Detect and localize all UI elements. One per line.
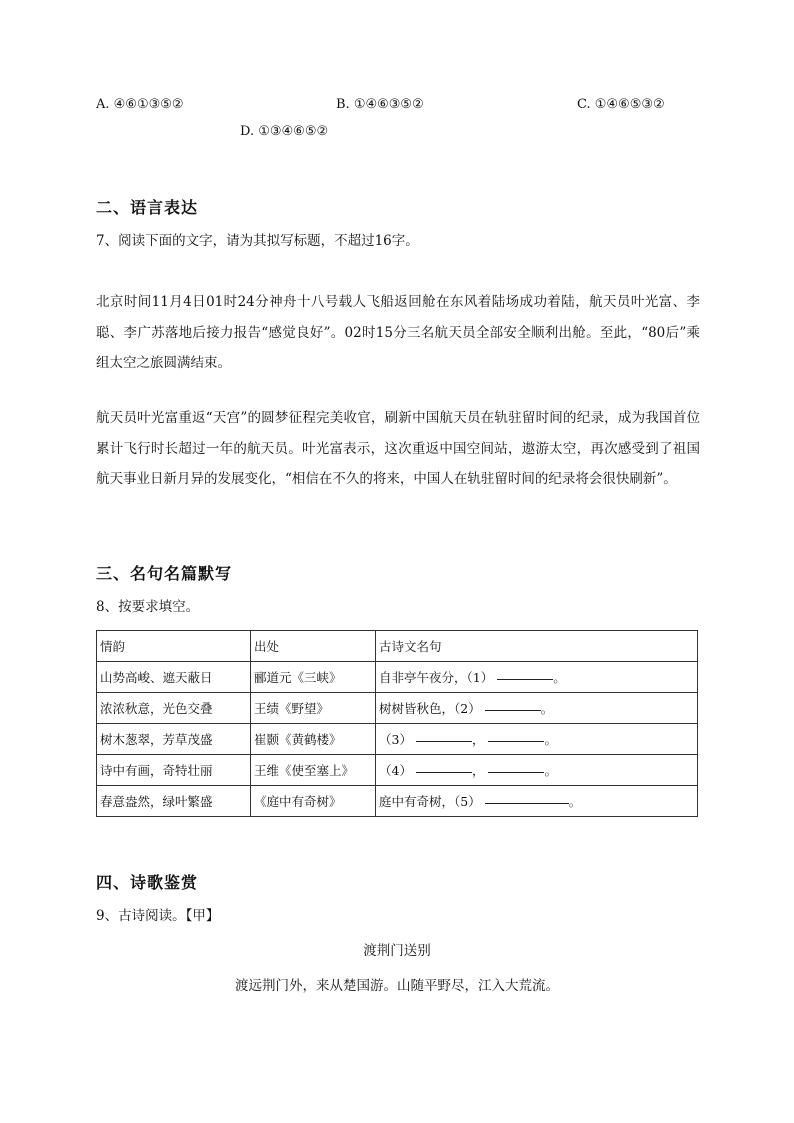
table-cell-quote [376, 786, 698, 817]
table-row [97, 662, 698, 693]
quote-text: （3） [379, 732, 412, 747]
section-heading-poetry-appreciation: 四、诗歌鉴赏 [96, 873, 199, 892]
table-cell-source: 郦道元《三峡》 [251, 662, 376, 693]
quote-text: 庭中有奇树，（5） [379, 794, 481, 809]
table-cell-mood: 浓浓秋意，光色交叠 [97, 693, 251, 724]
table-cell-mood: 诗中有画，奇特壮丽 [97, 755, 251, 786]
reading-paragraph-1: 北京时间11月4日01时24分神舟十八号载人飞船返回舱在东风着陆场成功着陆，航天员叶光富、李聪、李广苏落地后接力报告“感觉良好”。02时15分三名航天员全部安全顺利出舱。至此，“80后”乘组太空之旅圆满结束。 [96, 294, 700, 371]
section-heading-famous-quotes: 三、名句名篇默写 [96, 564, 233, 583]
fill-in-table [96, 630, 698, 817]
answer-blank[interactable] [485, 709, 541, 711]
quote-text: （4） [379, 763, 412, 778]
table-header: 古诗文名句 [376, 631, 698, 662]
answer-blank[interactable] [488, 771, 544, 773]
quote-punct: 。 [544, 763, 557, 778]
table-header: 情韵 [97, 631, 251, 662]
table-header-row [97, 631, 698, 662]
quote-punct: 。 [544, 732, 557, 747]
table-row [97, 786, 698, 817]
option-a: A. ④⑥①③⑤② [96, 97, 184, 112]
quote-punct: ， [471, 763, 485, 778]
table-cell-mood: 树木葱翠，芳草茂盛 [97, 724, 251, 755]
table-row [97, 693, 698, 724]
poem-line: 渡远荆门外，来从楚国游。山随平野尽，江入大荒流。 [235, 978, 559, 994]
table-cell-mood: 山势高峻、遮天蔽日 [97, 662, 251, 693]
table-cell-source: 王维《使至塞上》 [251, 755, 376, 786]
section-heading-language-expression: 二、语言表达 [96, 198, 199, 217]
quote-punct: 。 [568, 794, 582, 809]
table-cell-source: 王绩《野望》 [251, 693, 376, 724]
answer-blank[interactable] [416, 740, 472, 742]
table-cell-mood: 春意盎然，绿叶繁盛 [97, 786, 251, 817]
table-cell-quote [376, 755, 698, 786]
poem-title: 渡荆门送别 [363, 943, 431, 959]
table-cell-quote [376, 693, 698, 724]
answer-blank[interactable] [488, 740, 544, 742]
table-header: 出处 [251, 631, 376, 662]
table-row [97, 724, 698, 755]
table-cell-source: 《庭中有奇树》 [251, 786, 376, 817]
table-cell-source: 崔颢《黄鹤楼》 [251, 724, 376, 755]
table-cell-quote [376, 724, 698, 755]
answer-blank[interactable] [485, 802, 569, 804]
quote-punct: ， [471, 732, 485, 747]
table-row [97, 755, 698, 786]
quote-punct: 。 [553, 670, 566, 685]
quote-punct: 。 [540, 701, 554, 716]
option-c: C. ①④⑥⑤③② [577, 97, 665, 112]
quote-text: 自非亭午夜分，（1） [379, 670, 494, 685]
option-d: D. ①③④⑥⑤② [240, 124, 329, 139]
option-b: B. ①④⑥③⑤② [336, 97, 424, 112]
answer-blank[interactable] [497, 678, 553, 680]
question-8: 8、按要求填空。 [96, 599, 200, 615]
answer-blank[interactable] [416, 771, 472, 773]
quote-text: 树树皆秋色，（2） [379, 701, 481, 716]
question-7: 7、阅读下面的文字，请为其拟写标题，不超过16字。 [96, 233, 419, 249]
table-cell-quote [376, 662, 698, 693]
reading-paragraph-2: 航天员叶光富重返“天宫”的圆梦征程完美收官，刷新中国航天员在轨驻留时间的纪录，成为我国首位累计飞行时长超过一年的航天员。叶光富表示，这次重返中国空间站，遨游太空，再次感受到了祖国航天事业日新月异的发展变化，“相信在不久的将来，中国人在轨驻留时间的纪录将会很快刷新”。 [96, 410, 700, 487]
question-9: 9、古诗阅读。【甲】 [96, 908, 220, 924]
